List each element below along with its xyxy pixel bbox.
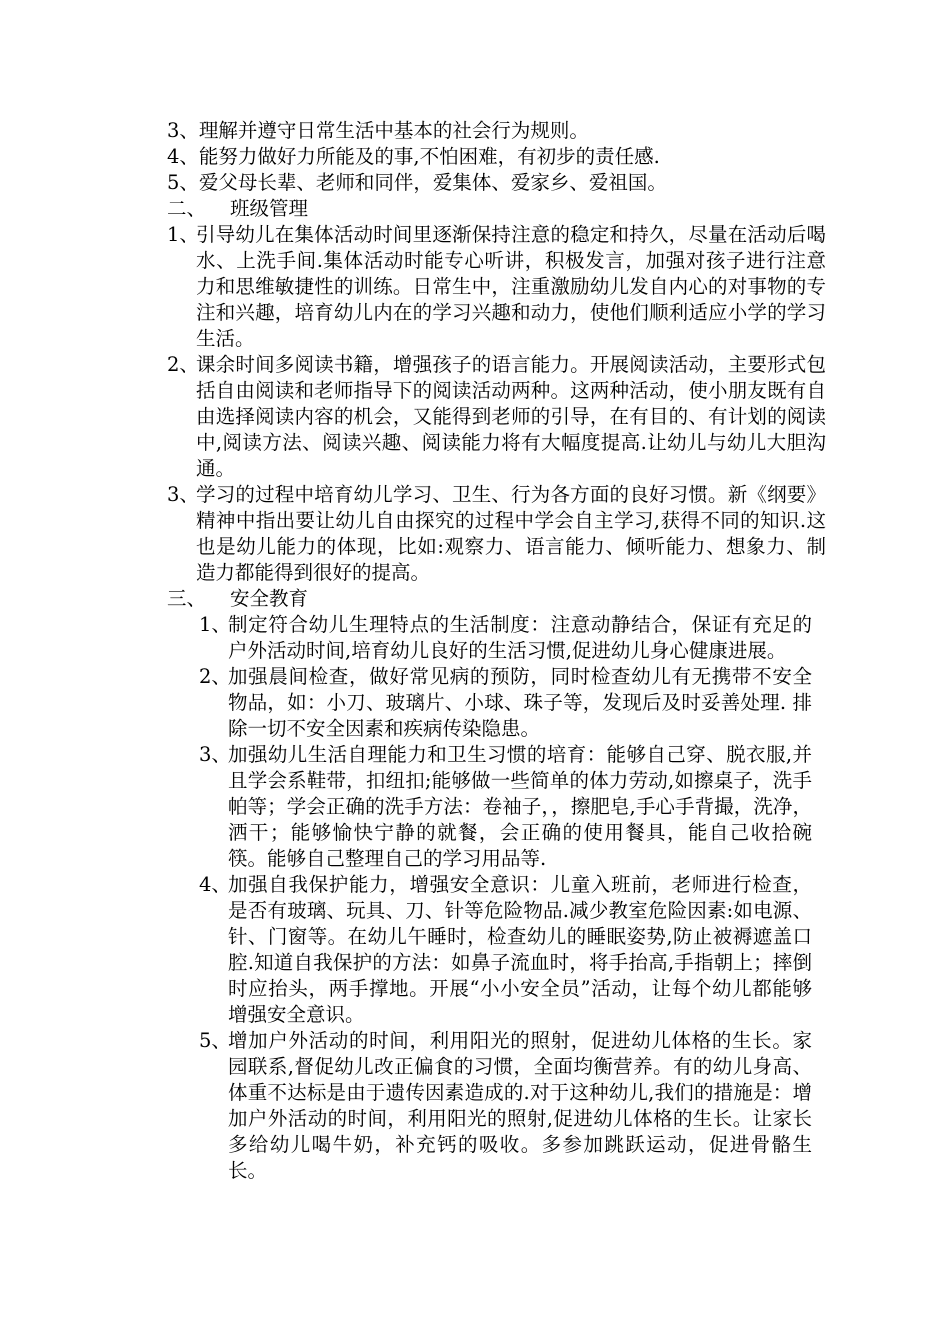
- item-text: 课余时间多阅读书籍，增强孩子的语言能力。开展阅读活动，主要形式包括自由阅读和老师指导下的阅读活动两种。这两种活动，使小朋友既有自由选择阅读内容的机会，又能得到老师的引导，在有目的、有计划的阅读中,阅读方法、阅读兴趣、阅读能力将有大幅度提高.让幼儿与幼儿大胆沟通。: [196, 353, 826, 480]
- item-text: 制定符合幼儿生理特点的生活制度：注意动静结合，保证有充足的户外活动时间,培育幼儿良好的生活习惯,促进幼儿身心健康进展。: [228, 613, 812, 662]
- item-text: 引导幼儿在集体活动时间里逐渐保持注意的稳定和持久，尽量在活动后喝水、上洗手间.集体活动时能专心听讲，积极发言，加强对孩子进行注意力和思维敏捷性的训练。日常生中，注重激励幼儿发自内心的对事物的专注和兴趣，培育幼儿内在的学习兴趣和动力，使他们顺利适应小学的学习生活。: [196, 223, 826, 350]
- list-item: [0, 482, 826, 586]
- item-text: 学习的过程中培育幼儿学习、卫生、行为各方面的良好习惯。新《纲要》精神中指出要让幼儿自由探究的过程中学会自主学习,获得不同的知识.这也是幼儿能力的体现，比如:观察力、语言能力、倾听能力、想象力、制造力都能得到很好的提高。: [196, 483, 826, 584]
- item-number: 5、: [199, 1029, 231, 1052]
- item-number: 1、: [199, 613, 231, 636]
- item-number: 3、: [167, 483, 199, 506]
- item-text: 加强自我保护能力，增强安全意识：儿童入班前，老师进行检查，是否有玻璃、玩具、刀、针等危险物品.减少教室危险因素:如电源、针、门窗等。在幼儿午睡时，检查幼儿的睡眠姿势,防止被褥遮盖口腔.知道自我保护的方法：如鼻子流血时，将手抬高,手指朝上；摔倒时应抬头，两手撑地。开展“小小安全员”活动，让每个幼儿都能够增强安全意识。: [228, 873, 812, 1026]
- document-page: [0, 118, 950, 1184]
- intro-item: 5、爱父母长辈、老师和同伴，爱集体、爱家乡、爱祖国。: [167, 171, 667, 194]
- item-text: 加强晨间检查，做好常见病的预防，同时检查幼儿有无携带不安全物品，如：小刀、玻璃片、小球、珠子等，发现后及时妥善处理. 排除一切不安全因素和疾病传染隐患。: [228, 665, 812, 740]
- section-number: 二、: [167, 197, 207, 220]
- section-heading-class-management: [0, 196, 950, 222]
- item-number: 2、: [199, 665, 231, 688]
- item-number: 1、: [167, 223, 199, 246]
- list-item: [0, 742, 812, 872]
- item-number: 3、: [199, 743, 231, 766]
- list-item: [0, 872, 812, 1028]
- list-item: [0, 222, 826, 352]
- intro-item: 3、理解并遵守日常生活中基本的社会行为规则。: [167, 119, 589, 142]
- intro-item: 4、能努力做好力所能及的事,不怕困难，有初步的责任感.: [167, 145, 660, 168]
- item-number: 2、: [167, 353, 199, 376]
- section-title: 安全教育: [230, 587, 309, 610]
- item-text: 增加户外活动的时间，利用阳光的照射，促进幼儿体格的生长。家园联系,督促幼儿改正偏食的习惯，全面均衡营养。有的幼儿身高、体重不达标是由于遗传因素造成的.对于这种幼儿,我们的措施是：增加户外活动的时间，利用阳光的照射,促进幼儿体格的生长。让家长多给幼儿喝牛奶，补充钙的吸收。多参加跳跃运动，促进骨骼生长。: [228, 1029, 812, 1182]
- section-title: 班级管理: [230, 197, 309, 220]
- list-item: [0, 664, 812, 742]
- list-item: [0, 612, 812, 664]
- item-number: 4、: [199, 873, 231, 896]
- section-number: 三、: [167, 587, 207, 610]
- item-text: 加强幼儿生活自理能力和卫生习惯的培育：能够自己穿、脱衣服,并且学会系鞋带，扣纽扣;能够做一些简单的体力劳动,如擦桌子，洗手帕等；学会正确的洗手方法：卷袖子，，擦肥皂,手心手背撮，洗净，洒干；能够愉快宁静的就餐，会正确的使用餐具，能自己收拾碗筷。能够自己整理自己的学习用品等.: [228, 743, 812, 870]
- list-item: [0, 352, 826, 482]
- section-heading-safety-education: [0, 586, 950, 612]
- list-item: [0, 1028, 812, 1184]
